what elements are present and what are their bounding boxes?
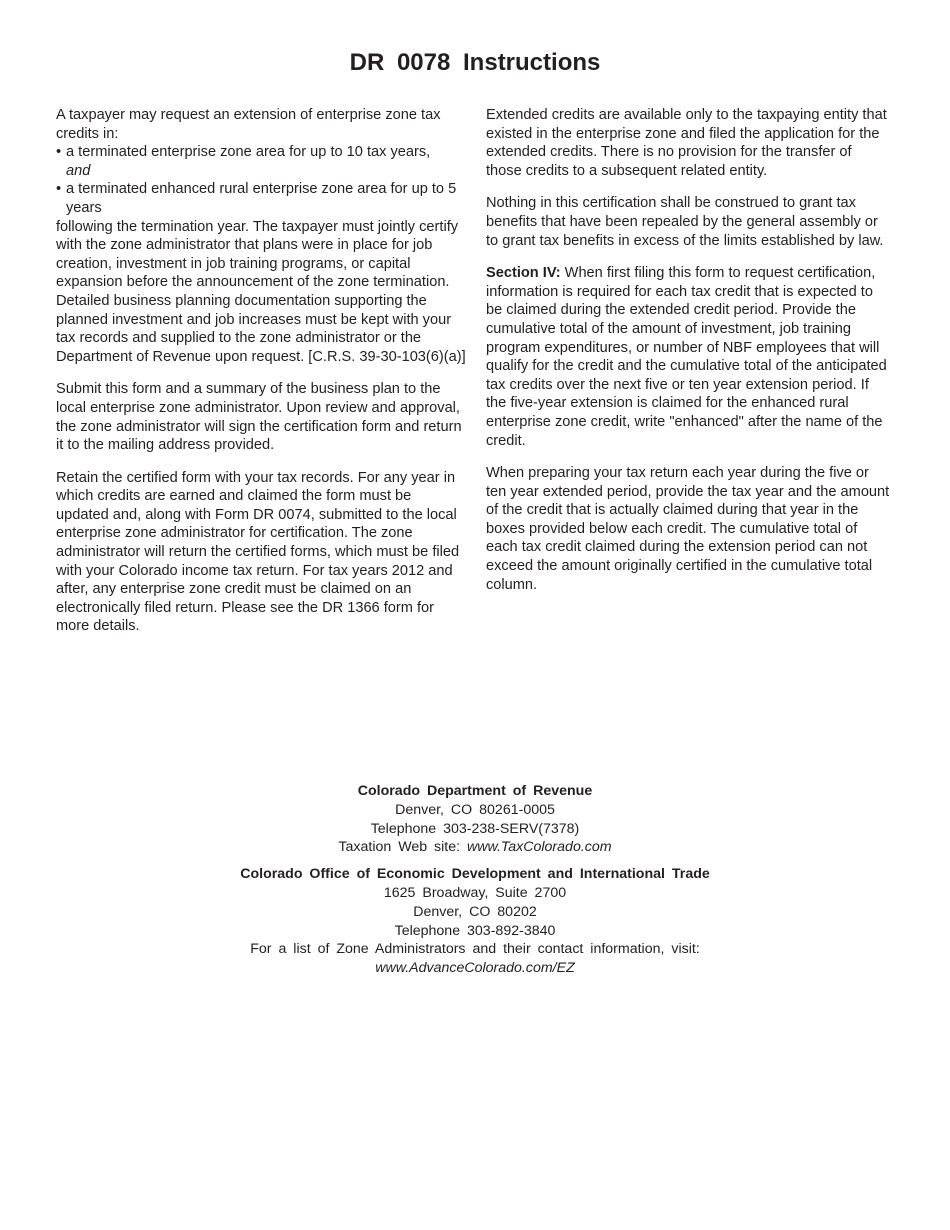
- section-iv-text: When first filing this form to request certification, information is required for each tax credit that is expected to be claimed during the extended credit period. Provide the cumulative total of the amount of investment, job training program expenditures, or number of NBF employees that will qualify for the credit and the cumulative total of the anticipated tax credits over the next five or ten year extension period. If the five-year extension is claimed for the enhanced rural enterprise zone credit, write "enhanced" after the name of the credit.: [486, 265, 887, 449]
- right-column: [486, 106, 890, 608]
- zone-admin-note: For a list of Zone Administrators and their contact information, visit:: [250, 941, 700, 958]
- extension-intro: A taxpayer may request an extension of enterprise zone tax credits in:: [56, 107, 441, 142]
- extension-paragraph: [56, 106, 468, 366]
- contact-footer: [0, 782, 950, 978]
- oedit-city: Denver, CO 80202: [413, 903, 537, 920]
- retain-paragraph: Retain the certified form with your tax records. For any year in which credits are earned and claimed the form must be updated and, along with Form DR 0074, submitted to the local enterprise zone administrator for certification. The zone administrator will return the certified forms, which must be filed with your Colorado income tax return. For tax years 2012 and after, any enterprise zone credit must be claimed on an electronically filed return. Please see the DR 1366 form for more details.: [56, 469, 460, 635]
- oedit-street: 1625 Broadway, Suite 2700: [383, 884, 567, 901]
- bullet-text: a terminated enhanced rural enterprise zone area for up to 5 years: [66, 181, 457, 216]
- dor-web-link[interactable]: www.TaxColorado.com: [467, 839, 612, 856]
- oedit-url[interactable]: www.AdvanceColorado.com/EZ: [375, 960, 575, 977]
- oedit-phone: Telephone 303-892-3840: [394, 922, 556, 939]
- bullet-text: a terminated enterprise zone area for up to 10 tax years,: [66, 144, 431, 161]
- extended-credits-paragraph: Extended credits are available only to the taxpaying entity that existed in the enterprise zone and filed the application for the extended credits. There is no provision for the transfer of those credits to a subsequent related entity.: [486, 107, 887, 179]
- section-iv-label: Section IV:: [486, 265, 561, 282]
- bullet-icon: •: [56, 181, 62, 198]
- dor-phone: Telephone 303-238-SERV(7378): [370, 820, 580, 837]
- extension-requirements: following the termination year. The taxpayer must jointly certify with the zone administrator that plans were in place for job creation, investment in job training programs, or capital expansion before the announcement of the zone termination. Detailed business planning documentation supporting the planned investment and job increases must be kept with your tax records and supplied to the zone administrator or the Department of Revenue upon request. [C.R.S. 39-30-103(6)(a)]: [56, 218, 466, 365]
- section-iv-paragraph: [486, 264, 890, 450]
- tax-return-paragraph: When preparing your tax return each year during the five or ten year extended period, provide the tax year and the amount of the credit that is actually claimed during that year in the boxes provided below each credit. The cumulative total of each tax credit claimed during the extension period can not exceed the amount originally certified in the cumulative total column.: [486, 465, 890, 593]
- dor-city: Denver, CO 80261-0005: [395, 801, 555, 818]
- and-connector: and: [66, 162, 91, 179]
- dor-name: Colorado Department of Revenue: [357, 783, 593, 799]
- bullet-item-10-years: [56, 143, 468, 180]
- oedit-web-link[interactable]: [0, 959, 950, 978]
- page-title: DR 0078 Instructions: [349, 49, 601, 76]
- left-column: [56, 106, 468, 650]
- submit-paragraph: Submit this form and a summary of the business plan to the local enterprise zone administrator. Upon review and approval, the zone administrator will sign the certification form and return it to the mailing address provided.: [56, 381, 462, 454]
- dor-web-label: Taxation Web site:: [338, 839, 468, 856]
- dor-website: [0, 838, 950, 857]
- certification-paragraph: Nothing in this certification shall be construed to grant tax benefits that have been repealed by the general assembly or to grant tax benefits in excess of the limits established by law.: [486, 195, 884, 249]
- bullet-item-5-years: [56, 180, 468, 217]
- oedit-name: Colorado Office of Economic Development and International Trade: [240, 866, 710, 883]
- bullet-icon: •: [56, 144, 62, 161]
